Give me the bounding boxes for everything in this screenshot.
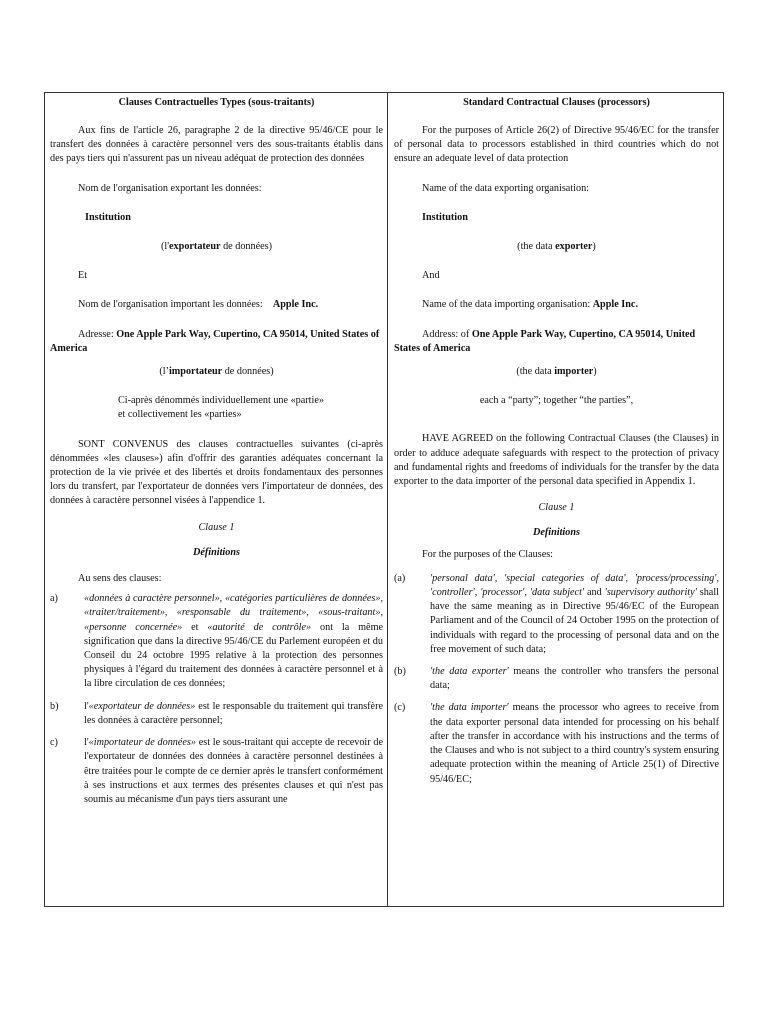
english-item-a-label: (a) — [394, 572, 406, 584]
french-heading: Clauses Contractuelles Types (sous-traitants) — [118, 97, 315, 108]
english-exporter-org-name: Institution — [422, 211, 468, 223]
french-exporter-role-pre: (l' — [160, 241, 170, 253]
french-importer-role-pre: (l’ — [159, 366, 169, 378]
french-item-b-pre: l' — [84, 700, 89, 712]
french-importer-org-name: Apple Inc. — [272, 299, 319, 311]
french-parties-line1: Ci-après dénommés individuellement une «partie» — [118, 395, 324, 407]
french-exporter-role-post: de données) — [220, 241, 273, 253]
french-item-c — [50, 736, 383, 807]
french-importer-role-bold: importateur — [168, 366, 223, 378]
english-item-b-rest: means the controller who transfers the personal data; — [430, 666, 719, 692]
english-exporter-role-pre: (the data — [517, 241, 556, 253]
english-address-label: Address: of — [422, 328, 472, 340]
clauses-table — [44, 92, 724, 907]
french-importer-role-post: de données) — [222, 366, 274, 378]
english-address — [394, 328, 719, 356]
french-item-b-text — [84, 700, 383, 728]
english-exporter-role — [394, 240, 719, 254]
french-parties-line2: et collectivement les «parties» — [118, 409, 242, 421]
french-item-a-mid: et — [182, 621, 208, 633]
french-and: Et — [78, 270, 88, 282]
french-importer-role — [50, 365, 383, 379]
french-intro: Aux fins de l'article 26, paragraphe 2 de la directive 95/46/CE pour le transfert des données à caractère personnel vers des sous-traitants établis dans des pays tiers qui n'assurent pas un niveau adéquat de protection des données — [50, 125, 383, 165]
english-clause-name: Definitions — [533, 527, 580, 539]
english-importer-role-bold: importer — [554, 366, 594, 378]
english-exporter-org-label: Name of the data exporting organisation: — [422, 182, 590, 194]
english-item-b-label: (b) — [394, 666, 406, 678]
french-item-a-rest: ont la même signification que dans la directive 95/46/CE du Parlement européen et du Conseil du 24 octobre 1995 relative à la protection des personnes physiques à l'égard du traitement des données à caractère personnel et à la libre circulation de ces données; — [84, 621, 384, 690]
french-exporter-role-bold: exportateur — [169, 241, 221, 253]
english-item-b-text — [430, 665, 719, 693]
english-purposes: For the purposes of the Clauses: — [422, 548, 554, 560]
english-item-b-term: 'the data exporter' — [430, 666, 509, 678]
english-intro: For the purposes of Article 26(2) of Directive 95/46/EC for the transfer of personal data to processors established in third countries which do not ensure an adequate level of data protection — [394, 125, 719, 165]
english-importer-role-post: ) — [593, 366, 597, 378]
english-item-a-text — [430, 572, 719, 657]
english-item-a-mid: and — [584, 587, 605, 599]
english-importer-org-line — [394, 298, 719, 312]
english-item-a — [394, 572, 719, 657]
french-item-c-label: c) — [50, 737, 58, 749]
french-item-c-rest: est le sous-traitant qui accepte de recevoir de l'exportateur de données des données à caractère personnel destinées à être traitées pour le compte de ce dernier après le transfert conformément à ses instructions et aux termes des présentes clauses et qui n'est pas soumis au mécanisme d'un pays tiers assurant une — [84, 737, 383, 805]
french-clause-title: Clause 1 — [198, 521, 235, 533]
french-item-b-term: «exportateur de données» — [88, 700, 196, 712]
english-exporter-role-post: ) — [592, 241, 596, 253]
french-item-b — [50, 700, 383, 728]
french-address — [50, 328, 383, 356]
english-item-b — [394, 665, 719, 693]
english-item-c-text — [430, 701, 719, 786]
english-heading: Standard Contractual Clauses (processors) — [463, 97, 650, 108]
english-item-c — [394, 701, 719, 786]
french-item-a-text — [84, 592, 383, 691]
french-item-c-term: «importateur de données» — [88, 737, 196, 749]
english-item-a-term2: 'supervisory authority' — [604, 587, 697, 599]
french-item-a-term2: «autorité de contrôle» — [207, 621, 312, 633]
french-item-a — [50, 592, 383, 691]
english-address-value: One Apple Park Way, Cupertino, CA 95014, United States of America — [394, 328, 696, 354]
french-agreed: SONT CONVENUS des clauses contractuelles suivantes (ci-après dénommées «les clauses») afin d'offrir des garanties adéquates concernant la protection de la vie privée et des libertés et droits fondamentaux des personnes lors du transfert, par l'exportateur de données vers l'importateur de données, des données à caractère personnel visées à l'appendice 1. — [50, 438, 383, 507]
english-exporter-role-bold: exporter — [555, 241, 593, 253]
french-item-a-label: a) — [50, 593, 58, 605]
french-item-c-text — [84, 736, 383, 807]
french-clause-name: Définitions — [193, 546, 240, 558]
english-item-a-terms: 'personal data', 'special categories of data', 'process/processing', 'controller', 'processor', 'data subject' — [430, 572, 719, 599]
french-sense: Au sens des clauses: — [78, 573, 162, 585]
english-and: And — [422, 270, 440, 282]
french-address-value: One Apple Park Way, Cupertino, CA 95014, United States of America — [50, 328, 380, 354]
english-importer-role — [394, 365, 719, 379]
english-item-c-label: (c) — [394, 702, 406, 714]
french-item-a-terms: «données à caractère personnel», «catégories particulières de données», «traiter/traitement», «responsable du traitement», «sous-traitant», «personne concernée» — [84, 593, 383, 633]
english-importer-role-pre: (the data — [516, 366, 555, 378]
french-item-c-pre: l' — [84, 737, 89, 749]
french-item-b-rest: est le responsable du traitement qui transfère les données à caractère personnel; — [84, 700, 383, 726]
french-item-b-label: b) — [50, 700, 59, 712]
french-exporter-org-name: Institution — [85, 211, 131, 223]
french-exporter-role — [50, 240, 383, 254]
english-importer-org-name: Apple Inc. — [592, 299, 638, 311]
english-item-c-rest: means the processor who agrees to receive from the data exporter personal data intended for processing on his behalf after the transfer in accordance with his instructions and the terms of the Clauses and who is not subject to a third country's system ensuring adequate protection within the meaning of Article 25(1) of Directive 95/46/EC; — [430, 702, 720, 785]
french-exporter-org-label: Nom de l'organisation exportant les données: — [78, 182, 262, 194]
french-column — [45, 93, 388, 906]
french-parties — [50, 394, 383, 422]
french-importer-org-line — [50, 298, 383, 312]
english-agreed: HAVE AGREED on the following Contractual Clauses (the Clauses) in order to adduce adequate safeguards with respect to the protection of privacy and fundamental rights and freedoms of individuals for the transfer by the data exporter to the data importer of the personal data specified in Appendix 1. — [394, 433, 719, 488]
english-column — [388, 93, 723, 906]
english-importer-org-label: Name of the data importing organisation: — [422, 299, 593, 311]
english-item-a-rest: shall have the same meaning as in Directive 95/46/EC of the European Parliament and of the Council of 24 October 1995 on the protection of individuals with regard to the processing of personal data and on the free movement of such data; — [430, 587, 719, 655]
english-item-c-term: 'the data importer' — [430, 702, 509, 714]
french-address-label: Adresse: — [78, 328, 117, 340]
english-parties: each a “party”; together “the parties”, — [479, 395, 634, 407]
french-importer-org-label: Nom de l'organisation important les données: — [78, 299, 263, 311]
english-clause-title: Clause 1 — [538, 502, 575, 514]
